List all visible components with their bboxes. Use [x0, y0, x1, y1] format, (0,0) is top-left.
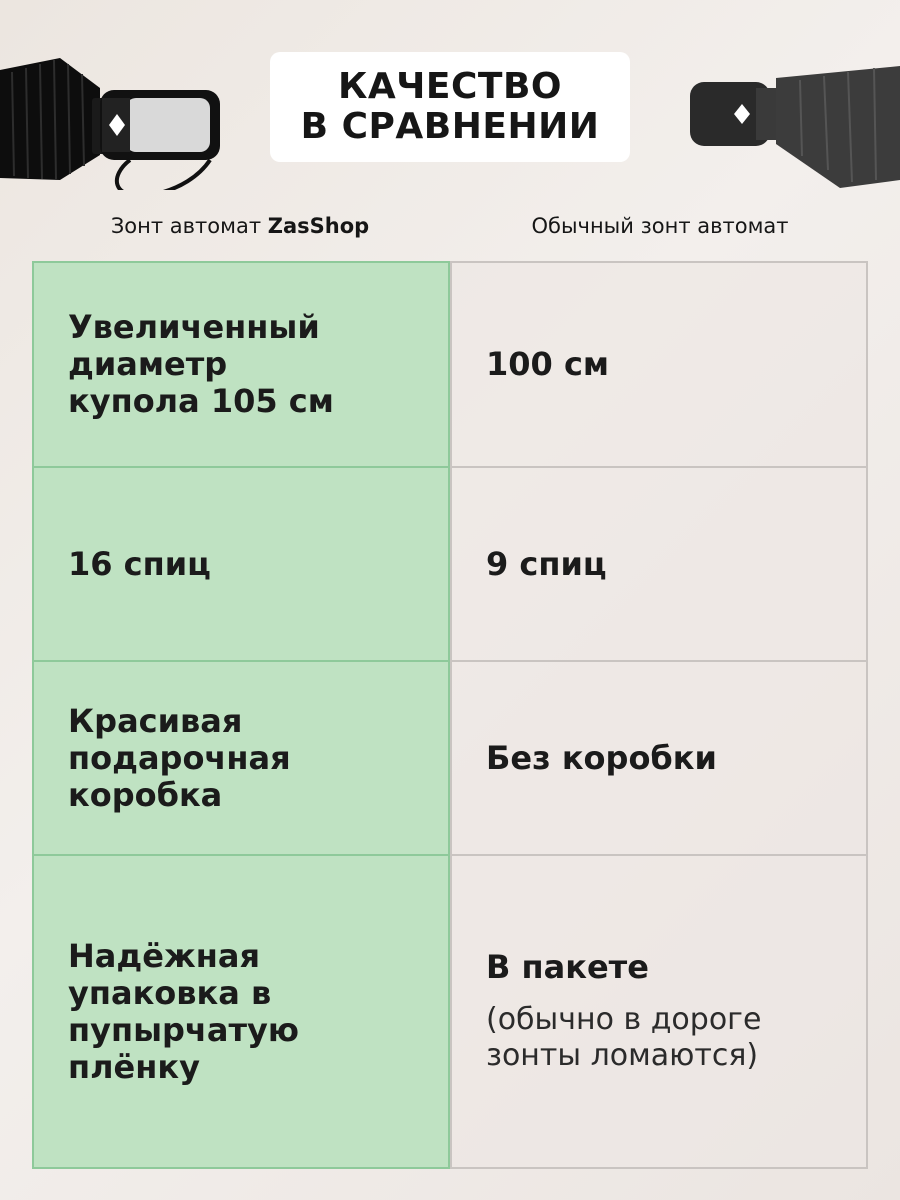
row-4-zasshop-cell: [32, 854, 450, 1169]
row-3-zasshop-cell: [32, 660, 450, 856]
row-3-left-line-2: подарочная: [68, 738, 291, 777]
row-4-left-line-3: пупырчатую: [68, 1010, 299, 1049]
row-1-regular-cell: [450, 261, 868, 468]
row-4-right-note: [486, 1002, 866, 1074]
row-3-regular-cell: [450, 660, 868, 856]
row-1-right-text: 100 см: [486, 345, 610, 383]
black-umbrella-icon: [0, 50, 230, 190]
title-line-2: В СРАВНЕНИИ: [300, 106, 600, 147]
row-1-left-line-3: купола 105 см: [68, 382, 334, 420]
row-2-regular-cell: [450, 466, 868, 662]
row-3-right-text: Без коробки: [486, 738, 717, 777]
row-4-right-note-line-2: зонты ломаются): [486, 1038, 759, 1073]
column-header-zasshop: [30, 214, 450, 238]
title-line-1: КАЧЕСТВО: [338, 66, 562, 107]
column-header-brand: ZasShop: [267, 214, 370, 238]
gray-umbrella-icon: [690, 60, 900, 190]
comparison-table: [32, 261, 868, 1169]
row-1-zasshop-cell: [32, 261, 450, 468]
row-3-left-line-1: Красивая: [68, 701, 243, 740]
row-1-left-line-2: диаметр: [68, 345, 228, 383]
row-4-left-line-4: плёнку: [68, 1047, 200, 1086]
row-4-left-line-2: упаковка в: [68, 973, 272, 1012]
row-1-left-line-1: Увеличенный: [68, 308, 320, 346]
row-2-left-line-1: 16 спиц: [68, 544, 211, 583]
row-2-zasshop-cell: [32, 466, 450, 662]
row-4-right-text: В пакете: [486, 948, 649, 986]
title-card: [270, 52, 630, 162]
row-4-left-line-1: Надёжная: [68, 936, 261, 975]
row-4-regular-cell: [450, 854, 868, 1169]
column-header-left-prefix: Зонт автомат: [110, 214, 268, 238]
column-header-regular: Обычный зонт автомат: [531, 214, 789, 238]
row-2-right-text: 9 спиц: [486, 544, 607, 583]
row-3-left-line-3: коробка: [68, 775, 223, 814]
row-4-right-note-line-1: (обычно в дороге: [486, 1002, 762, 1037]
